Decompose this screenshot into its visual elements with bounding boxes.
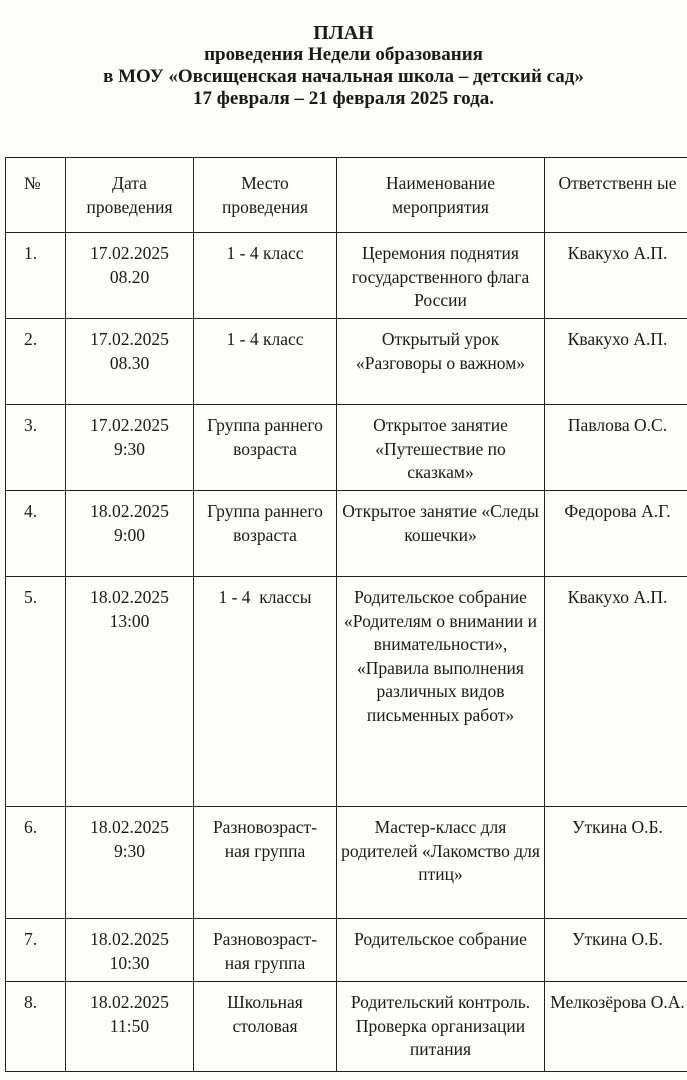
row-event-name: Открытое занятие «Путешествие по сказкам» bbox=[337, 405, 545, 491]
table-row bbox=[6, 919, 687, 982]
row-time-value: 13:00 bbox=[109, 610, 150, 631]
row-place-line-2: ная группа bbox=[224, 952, 306, 973]
row-event-name: Родительский контроль. Проверка организации питания bbox=[337, 982, 545, 1072]
table-row bbox=[6, 319, 687, 405]
row-responsible: Мелкозёрова О.А. bbox=[545, 982, 687, 1072]
row-number: 8. bbox=[6, 982, 66, 1072]
row-date bbox=[66, 919, 194, 982]
row-date-value: 18.02.2025 bbox=[90, 501, 169, 521]
table-row bbox=[6, 982, 687, 1072]
row-event-name: Открытый урок «Разговоры о важном» bbox=[337, 319, 545, 405]
row-time-value: 9:30 bbox=[113, 840, 146, 861]
table-row bbox=[6, 577, 687, 807]
row-place: Группа раннего возраста bbox=[194, 405, 337, 491]
row-place: Группа раннего возраста bbox=[194, 491, 337, 577]
row-responsible: Павлова О.С. bbox=[545, 405, 687, 491]
row-time-value: 08.30 bbox=[109, 352, 150, 373]
plan-subtitle-line: проведения Недели образования bbox=[204, 44, 483, 65]
column-header-number: № bbox=[6, 158, 66, 233]
row-date-value: 18.02.2025 bbox=[90, 929, 169, 949]
plan-dates-line: 17 февраля – 21 февраля 2025 года. bbox=[193, 88, 494, 109]
row-date bbox=[66, 807, 194, 919]
row-number: 4. bbox=[6, 491, 66, 577]
table-row bbox=[6, 807, 687, 919]
row-event-name: Церемония поднятия государственного флага России bbox=[337, 233, 545, 319]
plan-table bbox=[5, 157, 687, 1072]
row-place-line-1: Разновозраст- bbox=[212, 817, 318, 837]
row-event-name: Мастер-класс для родителей «Лакомство для птиц» bbox=[337, 807, 545, 919]
row-place-line-1: Разновозраст- bbox=[212, 929, 318, 949]
row-time-value: 9:30 bbox=[113, 438, 146, 459]
plan-institution-line: в МОУ «Овсищенская начальная школа – детский сад» bbox=[103, 66, 584, 87]
row-number: 7. bbox=[6, 919, 66, 982]
row-place bbox=[194, 919, 337, 982]
row-number: 1. bbox=[6, 233, 66, 319]
row-date-value: 18.02.2025 bbox=[90, 587, 169, 607]
row-date bbox=[66, 982, 194, 1072]
row-event-name: Открытое занятие «Следы кошечки» bbox=[337, 491, 545, 577]
row-time-value: 08.20 bbox=[109, 266, 150, 287]
row-time-value: 10:30 bbox=[109, 952, 150, 973]
row-number: 3. bbox=[6, 405, 66, 491]
row-time-value: 9:00 bbox=[113, 524, 146, 545]
row-responsible: Уткина О.Б. bbox=[545, 919, 687, 982]
row-number: 5. bbox=[6, 577, 66, 807]
table-row bbox=[6, 405, 687, 491]
row-responsible: Федорова А.Г. bbox=[545, 491, 687, 577]
row-number: 2. bbox=[6, 319, 66, 405]
row-event-name: Родительское собрание bbox=[337, 919, 545, 982]
row-place: 1 - 4 класс bbox=[194, 319, 337, 405]
row-date bbox=[66, 405, 194, 491]
row-date-value: 17.02.2025 bbox=[90, 329, 169, 349]
row-date bbox=[66, 319, 194, 405]
row-time-value: 11:50 bbox=[109, 1015, 150, 1036]
row-responsible: Квакухо А.П. bbox=[545, 577, 687, 807]
row-number: 6. bbox=[6, 807, 66, 919]
plan-title: ПЛАН bbox=[313, 22, 374, 44]
table-header-row bbox=[6, 158, 687, 233]
column-header-date: Дата проведения bbox=[66, 158, 194, 233]
column-header-responsible: Ответственн ые bbox=[545, 158, 687, 233]
row-date-value: 18.02.2025 bbox=[90, 817, 169, 837]
row-date bbox=[66, 577, 194, 807]
column-header-place: Место проведения bbox=[194, 158, 337, 233]
row-event-name: Родительское собрание «Родителям о внимании и внимательности», «Правила выполнения различных видов письменных работ» bbox=[337, 577, 545, 807]
row-place: 1 - 4 классы bbox=[194, 577, 337, 807]
column-header-event: Наименование мероприятия bbox=[337, 158, 545, 233]
row-date-value: 17.02.2025 bbox=[90, 243, 169, 263]
row-place bbox=[194, 807, 337, 919]
row-date bbox=[66, 491, 194, 577]
row-responsible: Квакухо А.П. bbox=[545, 233, 687, 319]
row-place-line-2: ная группа bbox=[224, 840, 306, 861]
row-responsible: Уткина О.Б. bbox=[545, 807, 687, 919]
table-row bbox=[6, 491, 687, 577]
table-row bbox=[6, 233, 687, 319]
row-date-value: 17.02.2025 bbox=[90, 415, 169, 435]
row-date bbox=[66, 233, 194, 319]
row-responsible: Квакухо А.П. bbox=[545, 319, 687, 405]
row-place: 1 - 4 класс bbox=[194, 233, 337, 319]
row-date-value: 18.02.2025 bbox=[90, 992, 169, 1012]
document-header bbox=[0, 22, 687, 110]
row-place: Школьная столовая bbox=[194, 982, 337, 1072]
